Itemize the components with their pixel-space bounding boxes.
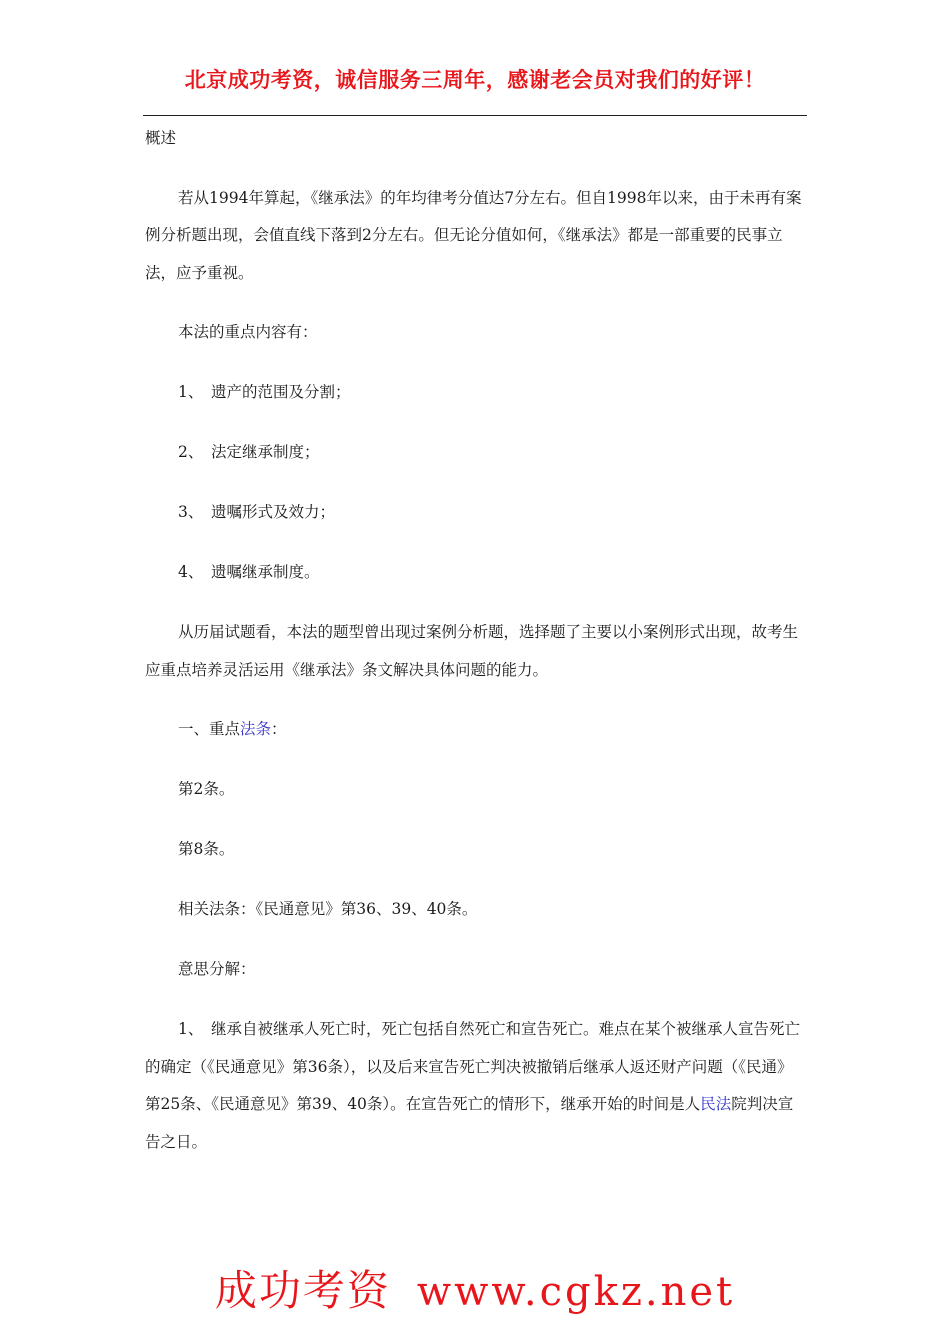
intro-paragraph: 若从1994年算起，《继承法》的年均律考分值达7分左右。但自1998年以来，由于未再有案例分析题出现，会值直线下落到2分左右。但无论分值如何，《继承法》都是一部重要的民事立法，应予重视。	[145, 188, 802, 282]
section-one-heading	[145, 711, 807, 749]
article-8: 第8条。	[178, 840, 235, 858]
key-point-item	[145, 374, 807, 412]
section-one-prefix: 一、重点	[178, 720, 241, 738]
document-body	[145, 120, 807, 1161]
related-articles: 相关法条：《民通意见》第36、39、40条。	[178, 900, 478, 918]
footer-url: www.cgkz.net	[416, 1269, 736, 1315]
header-divider	[143, 115, 807, 116]
key-point-item	[145, 434, 807, 472]
point-one-text: 继承自被继承人死亡时，死亡包括自然死亡和宣告死亡。难点在某个被继承人宣告死亡的确定（《民通意见》第36条），以及后来宣告死亡判决被撤销后继承人返还财产问题（《民通》第25条、《民通意见》第39、40条）。在宣告死亡的情形下，继承开始的时间是人	[145, 1020, 801, 1113]
meaning-title: 意思分解：	[178, 960, 256, 978]
footer-watermark	[0, 1258, 950, 1318]
list-number: 1、	[178, 1020, 204, 1038]
point-one-paragraph	[145, 1011, 807, 1161]
list-number: 3、	[178, 503, 204, 521]
point-one-text-end: 院判决宣告之日。	[145, 1095, 794, 1151]
list-number: 1、	[178, 383, 204, 401]
section-one-suffix: ：	[271, 720, 287, 738]
key-point-item	[145, 494, 807, 532]
article-2: 第2条。	[178, 780, 235, 798]
civil-law-link[interactable]: 民法	[700, 1095, 732, 1113]
exam-note-paragraph: 从历届试题看，本法的题型曾出现过案例分析题，选择题了主要以小案例形式出现，故考生应重点培养灵活运用《继承法》条文解决具体问题的能力。	[145, 623, 799, 679]
statute-link[interactable]: 法条	[240, 720, 272, 738]
list-text: 法定继承制度；	[211, 443, 320, 461]
section-title-overview: 概述	[145, 129, 177, 147]
key-content-title: 本法的重点内容有：	[178, 323, 318, 341]
list-number: 4、	[178, 563, 204, 581]
list-text: 遗嘱形式及效力；	[211, 503, 336, 521]
key-point-item	[145, 554, 807, 592]
list-text: 遗产的范围及分割；	[211, 383, 351, 401]
list-number: 2、	[178, 443, 204, 461]
list-text: 遗嘱继承制度。	[211, 563, 320, 581]
header-banner: 北京成功考资，诚信服务三周年，感谢老会员对我们的好评！	[184, 68, 766, 92]
footer-brand: 成功考资	[214, 1266, 391, 1315]
